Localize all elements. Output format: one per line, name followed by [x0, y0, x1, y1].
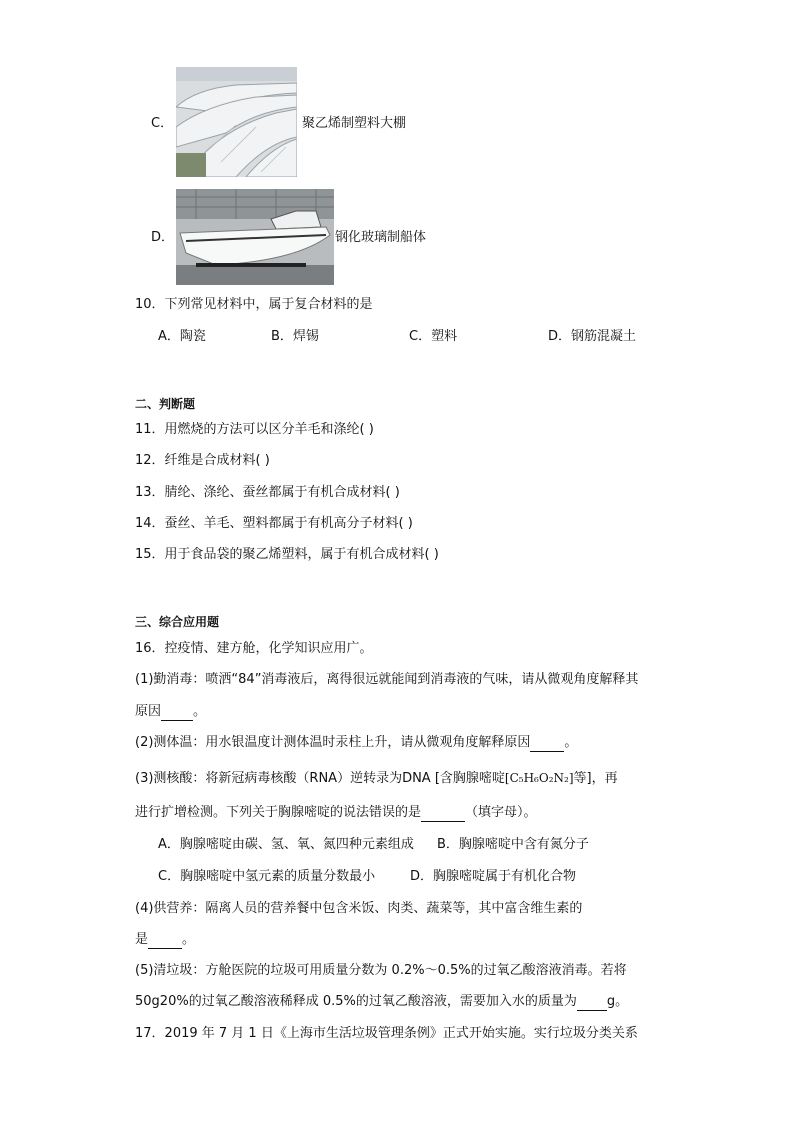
section-3-title: 三、综合应用题 [135, 615, 220, 629]
q16-part1-blank[interactable] [161, 706, 193, 721]
q17-stem: 17．2019 年 7 月 1 日《上海市生活垃圾管理条例》正式开始实施。实行垃圾分类关系 [135, 1026, 638, 1041]
q16-part2 [135, 734, 577, 752]
q16-part4-line1: (4)供营养：隔离人员的营养餐中包含米饭、肉类、蔬菜等，其中富含维生素的 [135, 901, 583, 916]
option-c-text: 聚乙烯制塑料大棚 [302, 116, 407, 131]
option-d-text: 钢化玻璃制船体 [335, 230, 427, 245]
q16-part1-line2 [135, 703, 206, 721]
q16-part3-text2: 等]，再 [573, 771, 618, 786]
q16-stem: 16．控疫情、建方舱，化学知识应用广。 [135, 641, 373, 656]
q16-part3-text: (3)测核酸：将新冠病毒核酸（RNA）逆转录为DNA [含胸腺嘧啶 [135, 771, 505, 786]
q16-part2-end: 。 [564, 735, 578, 750]
q16-part2-text: (2)测体温：用水银温度计测体温时汞柱上升，请从微观角度解释原因 [135, 735, 531, 750]
q16-option-b: B．胸腺嘧啶中含有氮分子 [437, 837, 589, 852]
q16-option-d: D．胸腺嘧啶属于有机化合物 [410, 869, 577, 884]
judge-item-15: 15．用于食品袋的聚乙烯塑料，属于有机合成材料( ) [135, 547, 439, 562]
q16-part5-line2 [135, 993, 628, 1011]
q10-option-a: A．陶瓷 [158, 329, 206, 344]
q16-part3-line1 [135, 769, 618, 788]
q16-part5-blank[interactable] [577, 996, 607, 1011]
boat-image [176, 189, 334, 285]
q16-part3-line2 [135, 804, 537, 822]
q16-part1-line1: (1)勤消毒：喷洒“84”消毒液后，离得很远就能闻到消毒液的气味，请从微观角度解释其 [135, 672, 639, 687]
q16-part3-hint: （填字母）。 [465, 805, 537, 820]
q16-part4-blank[interactable] [148, 934, 182, 949]
q16-part1-text: 原因 [135, 704, 162, 719]
section-2-title: 二、判断题 [135, 397, 196, 411]
q16-part1-end: 。 [193, 704, 207, 719]
q10-option-c: C．塑料 [409, 329, 458, 344]
judge-item-12: 12．纤维是合成材料( ) [135, 453, 270, 468]
option-d-label: D． [151, 230, 175, 245]
greenhouse-image [176, 67, 297, 177]
q16-part4-end: 。 [182, 932, 196, 947]
q16-part2-blank[interactable] [530, 737, 564, 752]
q10-option-d: D．钢筋混凝土 [548, 329, 637, 344]
q16-part5-end: g。 [606, 994, 629, 1009]
q16-part4-text: 是 [135, 932, 149, 947]
q10-stem: 10．下列常见材料中，属于复合材料的是 [135, 297, 373, 312]
q16-part5-line1: (5)清垃圾：方舱医院的垃圾可用质量分数为 0.2%～0.5%的过氧乙酸溶液消毒。若将 [135, 963, 627, 978]
q16-part5-text: 50g20%的过氧乙酸溶液稀释成 0.5%的过氧乙酸溶液，需要加入水的质量为 [135, 994, 577, 1009]
q16-part3-formula: [C₅H₆O₂N₂] [504, 771, 574, 785]
q16-option-c: C．胸腺嘧啶中氢元素的质量分数最小 [158, 869, 376, 884]
judge-item-14: 14．蚕丝、羊毛、塑料都属于有机高分子材料( ) [135, 516, 413, 531]
q16-part4-line2 [135, 931, 195, 949]
option-c-label: C． [151, 116, 174, 131]
q10-option-b: B．焊锡 [271, 329, 319, 344]
q16-part3-question: 进行扩增检测。下列关于胸腺嘧啶的说法错误的是 [135, 805, 422, 820]
judge-item-13: 13．腈纶、涤纶、蚕丝都属于有机合成材料( ) [135, 485, 400, 500]
q16-part3-blank[interactable] [421, 807, 465, 822]
judge-item-11: 11．用燃烧的方法可以区分羊毛和涤纶( ) [135, 422, 374, 437]
q16-option-a: A．胸腺嘧啶由碳、氢、氧、氮四种元素组成 [158, 837, 414, 852]
